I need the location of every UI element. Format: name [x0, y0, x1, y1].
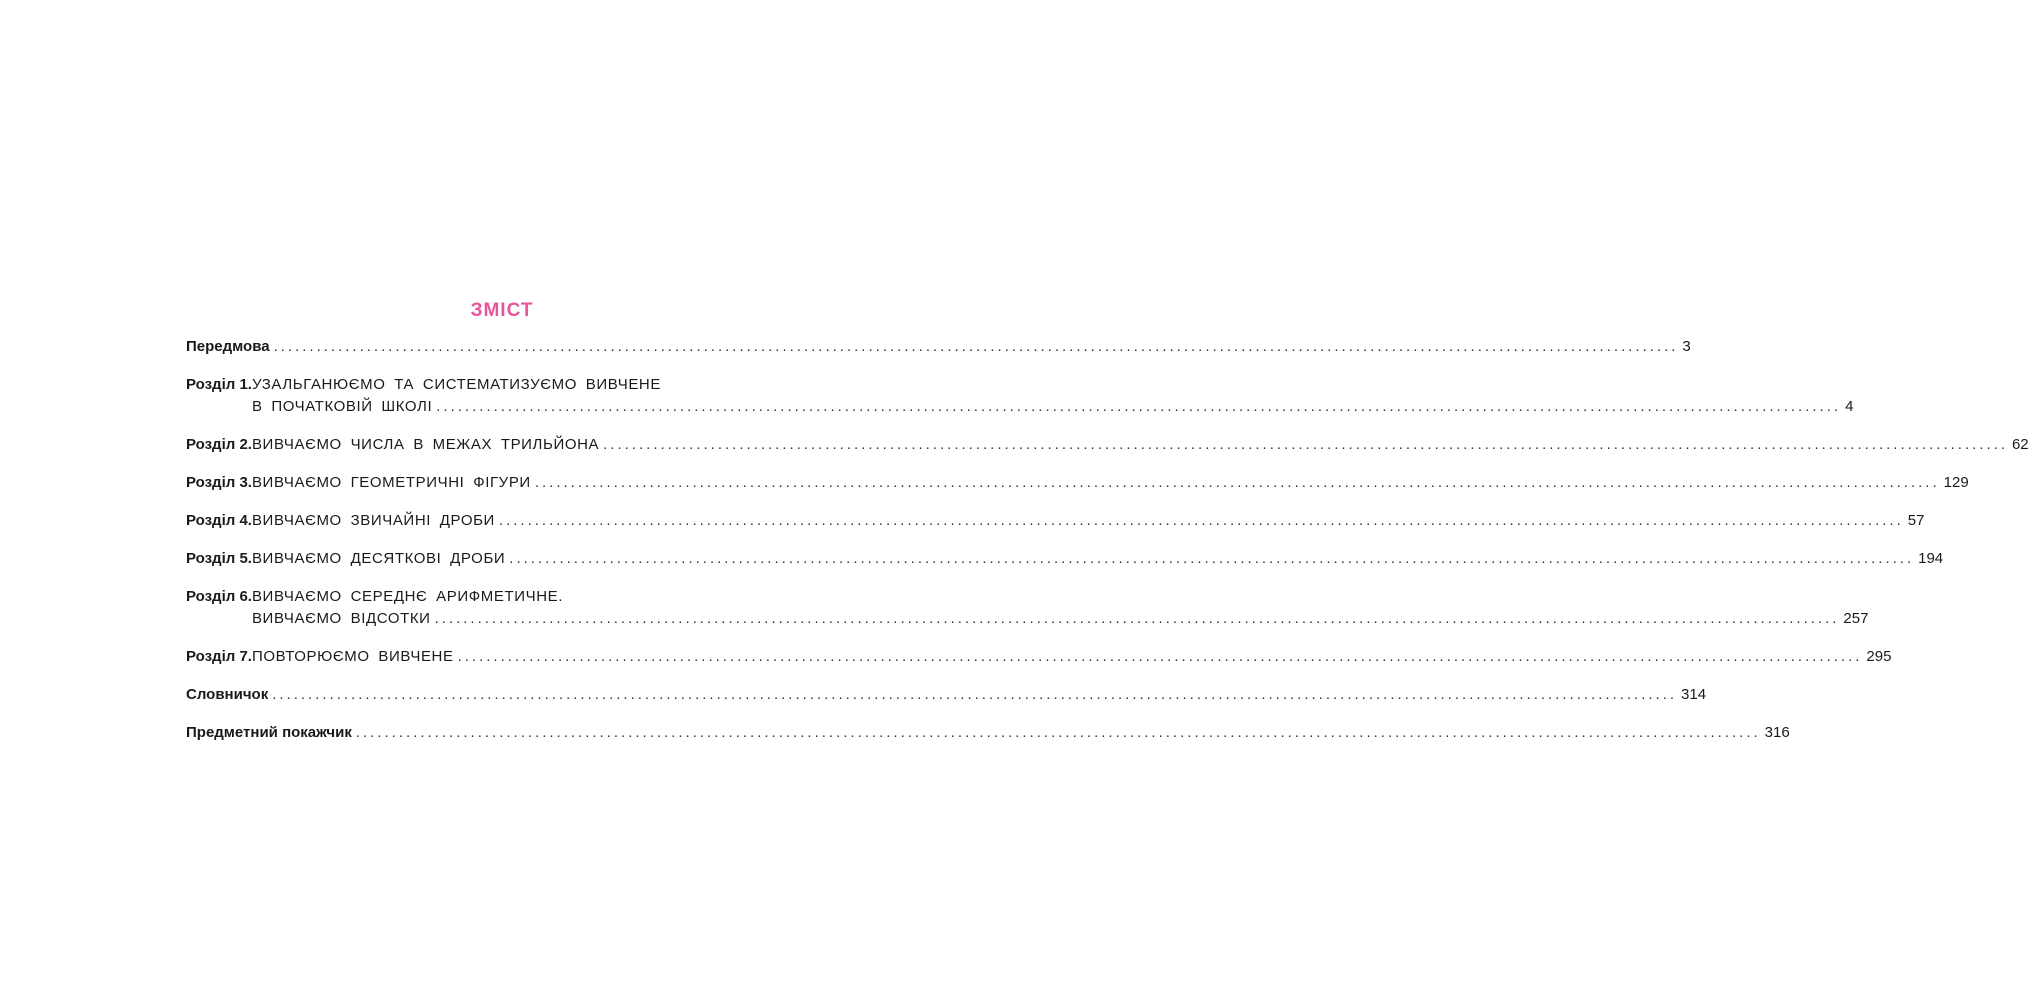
toc-page-number: 194 [1918, 550, 1944, 567]
dot-leader [535, 472, 1940, 494]
table-of-contents [186, 296, 2029, 760]
dot-leader [458, 646, 1863, 668]
toc-title: ЗМІСТ [470, 300, 534, 321]
toc-entry-chapter-6[interactable] [186, 586, 1869, 630]
toc-page-number: 4 [1845, 398, 1854, 415]
toc-entry-preface[interactable] [186, 336, 1691, 358]
toc-page-number: 257 [1843, 610, 1869, 627]
toc-page-number: 62 [2011, 436, 2029, 453]
toc-entry-label: Передмова [186, 338, 270, 355]
toc-entry-glossary[interactable] [186, 684, 1707, 706]
toc-entry-chapter-1[interactable] [186, 374, 1854, 418]
toc-entry-label: Розділ 1. [186, 376, 252, 393]
dot-leader [499, 510, 1904, 532]
toc-entry-label: Розділ 6. [186, 588, 252, 605]
toc-entry-title-line: ВИВЧАЄМО СЕРЕДНЄ АРИФМЕТИЧНЕ. [251, 588, 564, 605]
toc-entry-label: Предметний покажчик [186, 724, 352, 741]
toc-entry-label: Словничок [186, 686, 269, 703]
toc-entry-title-line: ВИВЧАЄМО ДЕСЯТКОВІ ДРОБИ [251, 550, 506, 567]
toc-entry-label: Розділ 5. [186, 550, 252, 567]
toc-entry-label: Розділ 4. [186, 512, 252, 529]
toc-entry-chapter-4[interactable] [186, 510, 1925, 532]
dot-leader [436, 396, 1841, 418]
toc-entry-title-line: ВИВЧАЄМО ВІДСОТКИ [251, 610, 431, 627]
toc-page-number: 57 [1907, 512, 1925, 529]
toc-entry-title-line: ВИВЧАЄМО ГЕОМЕТРИЧНІ ФІГУРИ [251, 474, 531, 491]
toc-entry-label: Розділ 3. [186, 474, 252, 491]
toc-entry-title-line: ВИВЧАЄМО ЧИСЛА В МЕЖАХ ТРИЛЬЙОНА [251, 436, 600, 453]
dot-leader [272, 684, 1677, 706]
toc-entry-title-line: В ПОЧАТКОВІЙ ШКОЛІ [251, 398, 433, 415]
toc-entry-chapter-7[interactable] [186, 646, 1892, 668]
toc-page-number: 295 [1866, 648, 1892, 665]
dot-leader [435, 608, 1840, 630]
toc-entry-chapter-3[interactable] [186, 472, 1969, 494]
toc-entry-chapter-5[interactable] [186, 548, 1944, 570]
dot-leader [509, 548, 1914, 570]
toc-entry-title-line: ПОВТОРЮЄМО ВИВЧЕНЕ [251, 648, 454, 665]
toc-entry-label: Розділ 7. [186, 648, 252, 665]
toc-page-number: 3 [1682, 338, 1691, 355]
toc-entry-title-line: УЗАЛЬГАНЮЄМО ТА СИСТЕМАТИЗУЄМО ВИВЧЕНЕ [251, 376, 661, 393]
toc-page-number: 316 [1764, 724, 1790, 741]
dot-leader [274, 336, 1679, 358]
toc-entry-title-line: ВИВЧАЄМО ЗВИЧАЙНІ ДРОБИ [251, 512, 495, 529]
toc-page-number: 314 [1681, 686, 1707, 703]
dot-leader [356, 722, 1761, 744]
toc-entry-subject-index[interactable] [186, 722, 1790, 744]
toc-page-number: 129 [1943, 474, 1969, 491]
toc-entry-label: Розділ 2. [186, 436, 252, 453]
toc-entry-chapter-2[interactable] [186, 434, 2029, 456]
dot-leader [603, 434, 2008, 456]
